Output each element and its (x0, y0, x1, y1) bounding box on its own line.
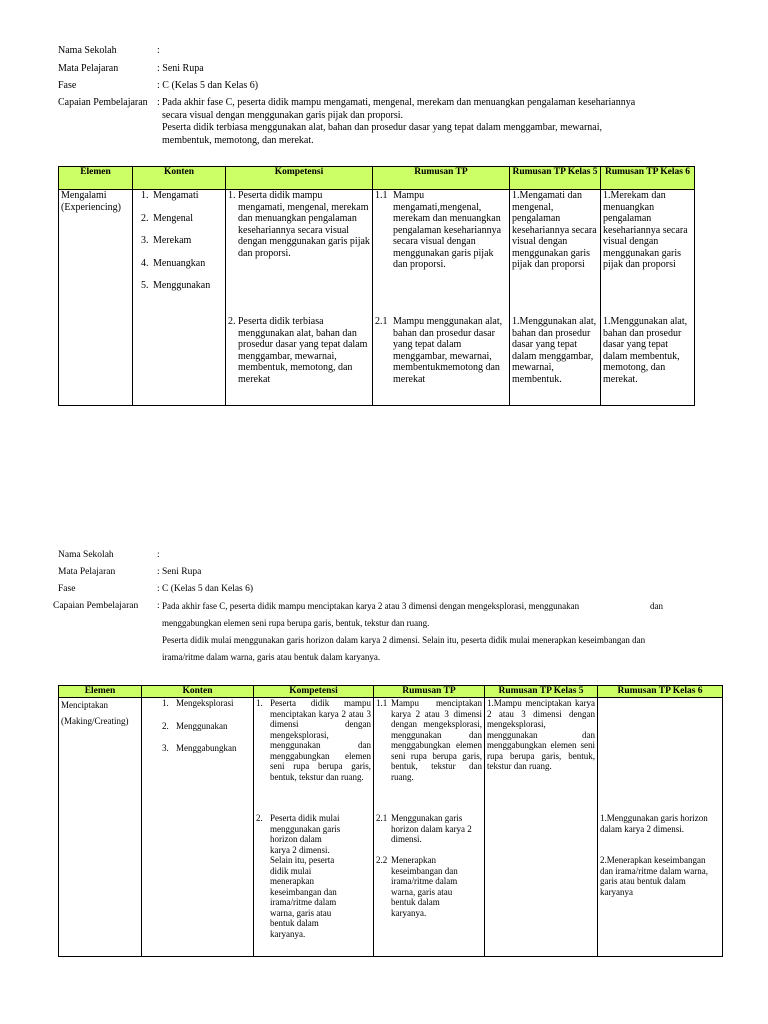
nama-sekolah-value: : (157, 45, 160, 56)
list-item: 1.Menggunakan alat, bahan dan prosedur dasar yang tepat dalam menggambar, mewarnai, membentuk. (512, 316, 597, 385)
konten-cell (142, 698, 254, 957)
list-item: 1.Menggunakan garis horizon dalam karya 2 dimensi. (600, 813, 708, 834)
list-item: 1.Menggunakan alat, bahan dan prosedur dasar yang tepat dalam membentuk, memotong, dan merekat. (603, 316, 688, 385)
cp-line: menggabungkan elemen seni rupa berupa garis, bentuk, tekstur dan ruang. (162, 618, 430, 628)
list-item: 3. Merekam (141, 235, 192, 246)
elemen-text: Menciptakan (61, 700, 108, 710)
list-item: 1.1 Mampu mengamati,mengenal, merekam dan menuangkan pengalaman kesehariannya secara visual dengan menggunakan garis pijak dan proporsi. (375, 190, 502, 270)
rumusan-tp-cell (374, 698, 485, 957)
cp-line: membentuk, memotong, dan merekat. (162, 134, 314, 146)
table-header-row (59, 167, 695, 190)
header-kelas5: Rumusan TP Kelas 5 (510, 167, 601, 190)
list-item: 1. Mengeksplorasi (162, 698, 234, 708)
mapel-value: : Seni Rupa (157, 567, 202, 577)
kompetensi-cell (226, 190, 373, 406)
mapel-value: : Seni Rupa (157, 63, 204, 74)
kompetensi-cell (254, 698, 374, 957)
nama-sekolah-label: Nama Sekolah (58, 45, 117, 56)
list-item: 2.1 Menggunakan garis horizon dalam karya 2 dimensi. (376, 813, 472, 844)
list-item: 1. Peserta didik mampu menciptakan karya 2 atau 3 dimensi dengan mengeksplorasi, menggunakan dan menggabungkan elemen seni rupa berupa garis, bentuk, tekstur dan ruang. (256, 698, 371, 782)
list-item: 1. Mengamati (141, 190, 199, 201)
header-elemen: Elemen (59, 167, 133, 190)
list-item: 2.2 Menerapkan keseimbangan dan irama/ritme dalam warna, garis atau bentuk dalam karyanya. (376, 855, 458, 918)
header-konten: Konten (142, 686, 254, 698)
fase-label: Fase (58, 584, 76, 594)
nama-sekolah-value: : (157, 550, 160, 560)
list-item: 5. Menggunakan (141, 280, 211, 291)
table-row (59, 698, 723, 957)
elemen-cell (59, 698, 142, 957)
header-kompetensi: Kompetensi (226, 167, 373, 190)
elemen-text: (Making/Creating) (61, 716, 129, 726)
list-item: 2.1 Mampu menggunakan alat, bahan dan prosedur dasar yang tepat dalam menggambar, mewarnai, membentukmemotong dan merekat (375, 316, 503, 385)
header-kelas6: Rumusan TP Kelas 6 (601, 167, 695, 190)
list-item: 2. Peserta didik terbiasa menggunakan alat, bahan dan prosedur dasar yang tepat dalam menggambar, mewarnai, membentuk, memotong, dan merekat (228, 316, 368, 385)
cp-line: Pada akhir fase C, peserta didik mampu menciptakan karya 2 atau 3 dimensi dengan mengeksplorasi, menggunakan (162, 601, 580, 611)
nama-sekolah-label: Nama Sekolah (58, 550, 114, 560)
header-rumusan-tp: Rumusan TP (373, 167, 510, 190)
kelas5-cell (510, 190, 601, 406)
list-item: 2. Menggunakan (162, 720, 228, 731)
list-item: 4. Menuangkan (141, 257, 206, 269)
fase-value: : C (Kelas 5 dan Kelas 6) (157, 80, 259, 91)
cp-line: secara visual dengan menggunakan garis pijak dan proporsi. (162, 109, 404, 121)
cp-line: irama/ritme dalam warna, garis atau bentuk dalam karyanya. (162, 652, 381, 662)
rumusan-tp-cell (373, 190, 510, 406)
mapel-label: Mata Pelajaran (58, 567, 116, 577)
kelas5-cell (485, 698, 598, 957)
cp-line: Peserta didik mulai menggunakan garis horizon dalam karya 2 dimensi. Selain itu, peserta didik mulai menerapkan keseimbangan dan (162, 635, 646, 645)
cp-text-section2 (162, 600, 702, 668)
header-konten: Konten (133, 167, 226, 190)
list-item: 1.Mampu menciptakan karya 2 atau 3 dimensi dengan mengeksplorasi, menggunakan dan menggabungkan elemen seni rupa berupa garis, bentuk, tekstur dan ruang. (487, 698, 595, 771)
table-row (59, 190, 695, 406)
header-elemen: Elemen (59, 686, 142, 698)
cp-colon: : (157, 601, 160, 611)
cp-colon: : (157, 97, 160, 108)
kelas6-cell (598, 698, 723, 957)
list-item: 2. Mengenal (141, 212, 193, 224)
elemen-text: Mengalami (Experiencing) (61, 190, 121, 213)
konten-cell (133, 190, 226, 406)
list-item: 1.1 Mampu menciptakan karya 2 atau 3 dimensi dengan mengeksplorasi, menggunakan dan menggabungkan elemen seni rupa berupa garis, bentuk, tekstur dan ruang. (376, 698, 482, 782)
list-item: 1.Merekam dan menuangkan pengalaman kesehariannya secara visual dengan menggunakan garis pijak dan proporsi (603, 190, 688, 270)
header-kompetensi: Kompetensi (254, 686, 374, 698)
header-kelas5: Rumusan TP Kelas 5 (485, 686, 598, 698)
kelas6-cell (601, 190, 695, 406)
cp-line: Peserta didik terbiasa menggunakan alat, bahan dan prosedur dasar yang tepat dalam menggambar, mewarnai, (162, 122, 602, 133)
cp-label: Capaian Pembelajaran (58, 97, 148, 108)
table-header-row (59, 686, 723, 698)
elemen-cell (59, 190, 133, 406)
cp-label: Capaian Pembelajaran (53, 601, 139, 611)
mapel-label: Mata Pelajaran (58, 63, 119, 74)
fase-value: : C (Kelas 5 dan Kelas 6) (157, 584, 254, 594)
fase-label: Fase (58, 80, 77, 91)
header-kelas6: Rumusan TP Kelas 6 (598, 686, 723, 698)
list-item: 2. Peserta didik mulai menggunakan garis horizon dalam karya 2 dimensi. Selain itu, peserta didik mulai menerapkan keseimbangan dan irama/ritme dalam warna, garis atau bentuk dalam karyanya. (256, 813, 341, 939)
cp-line: Pada akhir fase C, peserta didik mampu mengamati, mengenal, merekam dan menuangkan pengalaman kesehariannya (162, 97, 636, 108)
list-item: 1.Mengamati dan mengenal, pengalaman kesehariannya secara visual dengan menggunakan garis pijak dan proporsi (512, 190, 597, 270)
tp-table-creating (58, 685, 723, 957)
cp-text-section1 (162, 97, 722, 147)
list-item: 1. Peserta didik mampu mengamati, mengenal, merekam dan menuangkan pengalaman kesehariannya secara visual dengan menggunakan garis pijak dan proporsi. (228, 190, 370, 259)
list-item: 3. Menggabungkan (162, 743, 237, 753)
cp-line-end: dan (650, 601, 663, 611)
tp-table-experiencing (58, 166, 695, 406)
header-rumusan-tp: Rumusan TP (374, 686, 485, 698)
list-item: 2.Menerapkan keseimbangan dan irama/ritme dalam warna, garis atau bentuk dalam karyanya (600, 855, 708, 897)
